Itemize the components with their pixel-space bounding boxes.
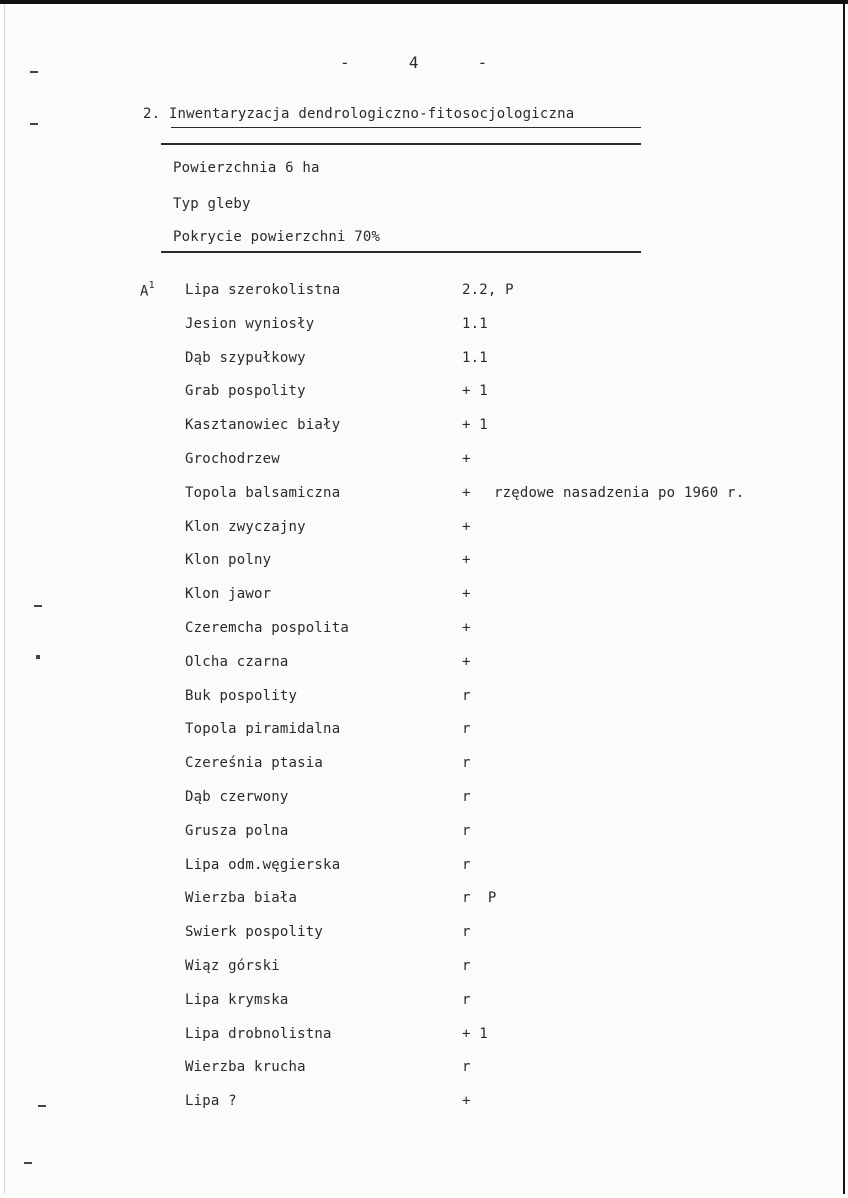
species-name: Topola balsamiczna	[185, 485, 341, 501]
species-name: Jesion wyniosły	[185, 316, 315, 332]
species-value: +	[462, 620, 471, 636]
species-name: Lipa ?	[185, 1093, 237, 1109]
layer-label	[140, 282, 155, 300]
meta-coverage: Pokrycie powierzchni 70%	[173, 229, 381, 245]
species-name: Wiąz górski	[185, 958, 280, 974]
species-value: + 1	[462, 417, 488, 433]
species-name: Lipa krymska	[185, 992, 289, 1008]
species-name: Topola piramidalna	[185, 721, 341, 737]
species-value: r	[462, 958, 471, 974]
species-value: +	[462, 451, 471, 467]
meta-soil: Typ gleby	[173, 196, 251, 212]
species-name: Wierzba biała	[185, 890, 298, 906]
species-name: Swierk pospolity	[185, 924, 324, 940]
margin-mark	[24, 1162, 32, 1164]
heading-underline	[171, 127, 641, 128]
species-value: r	[462, 789, 471, 805]
species-name: Klon jawor	[185, 586, 272, 602]
species-value: r	[462, 688, 471, 704]
species-name: Dąb czerwony	[185, 789, 289, 805]
margin-mark	[30, 71, 38, 73]
species-name: Lipa drobnolistna	[185, 1026, 332, 1042]
species-name: Buk pospolity	[185, 688, 298, 704]
species-value: r	[462, 924, 471, 940]
species-value: + 1	[462, 383, 488, 399]
species-value: 1.1	[462, 350, 488, 366]
species-name: Klon polny	[185, 552, 272, 568]
margin-mark	[36, 655, 40, 659]
species-name: Olcha czarna	[185, 654, 289, 670]
section-heading: 2. Inwentaryzacja dendrologiczno-fitosocjologiczna	[143, 106, 575, 122]
species-name: Wierzba krucha	[185, 1059, 306, 1075]
species-name: Lipa odm.węgierska	[185, 857, 341, 873]
species-value: 1.1	[462, 316, 488, 332]
species-value: +	[462, 485, 471, 501]
species-value: +	[462, 654, 471, 670]
document-page	[4, 4, 845, 1194]
species-value: r	[462, 755, 471, 771]
species-value: r	[462, 1059, 471, 1075]
species-value: +	[462, 519, 471, 535]
meta-rule	[161, 251, 641, 253]
species-name: Czeremcha pospolita	[185, 620, 349, 636]
species-value: + 1	[462, 1026, 488, 1042]
species-value: r	[462, 823, 471, 839]
meta-area: Powierzchnia 6 ha	[173, 160, 320, 176]
species-value: +	[462, 586, 471, 602]
species-value: r	[462, 857, 471, 873]
species-name: Grab pospolity	[185, 383, 306, 399]
species-value: +	[462, 552, 471, 568]
species-value: 2.2, P	[462, 282, 514, 298]
margin-mark	[38, 1105, 46, 1107]
species-value: r	[462, 992, 471, 1008]
species-name: Grochodrzew	[185, 451, 280, 467]
species-note: rzędowe nasadzenia po 1960 r.	[494, 485, 745, 501]
heading-rule	[161, 143, 641, 145]
species-name: Czereśnia ptasia	[185, 755, 324, 771]
species-name: Grusza polna	[185, 823, 289, 839]
species-name: Kasztanowiec biały	[185, 417, 341, 433]
species-value: +	[462, 1093, 471, 1109]
species-value: r P	[462, 890, 497, 906]
margin-mark	[30, 123, 38, 125]
layer-label-text: A	[140, 283, 149, 300]
species-name: Klon zwyczajny	[185, 519, 306, 535]
margin-mark	[34, 605, 42, 607]
page-number: - 4 -	[340, 53, 488, 72]
species-name: Dąb szypułkowy	[185, 350, 306, 366]
species-name: Lipa szerokolistna	[185, 282, 341, 298]
species-value: r	[462, 721, 471, 737]
layer-label-sup: 1	[148, 280, 155, 291]
